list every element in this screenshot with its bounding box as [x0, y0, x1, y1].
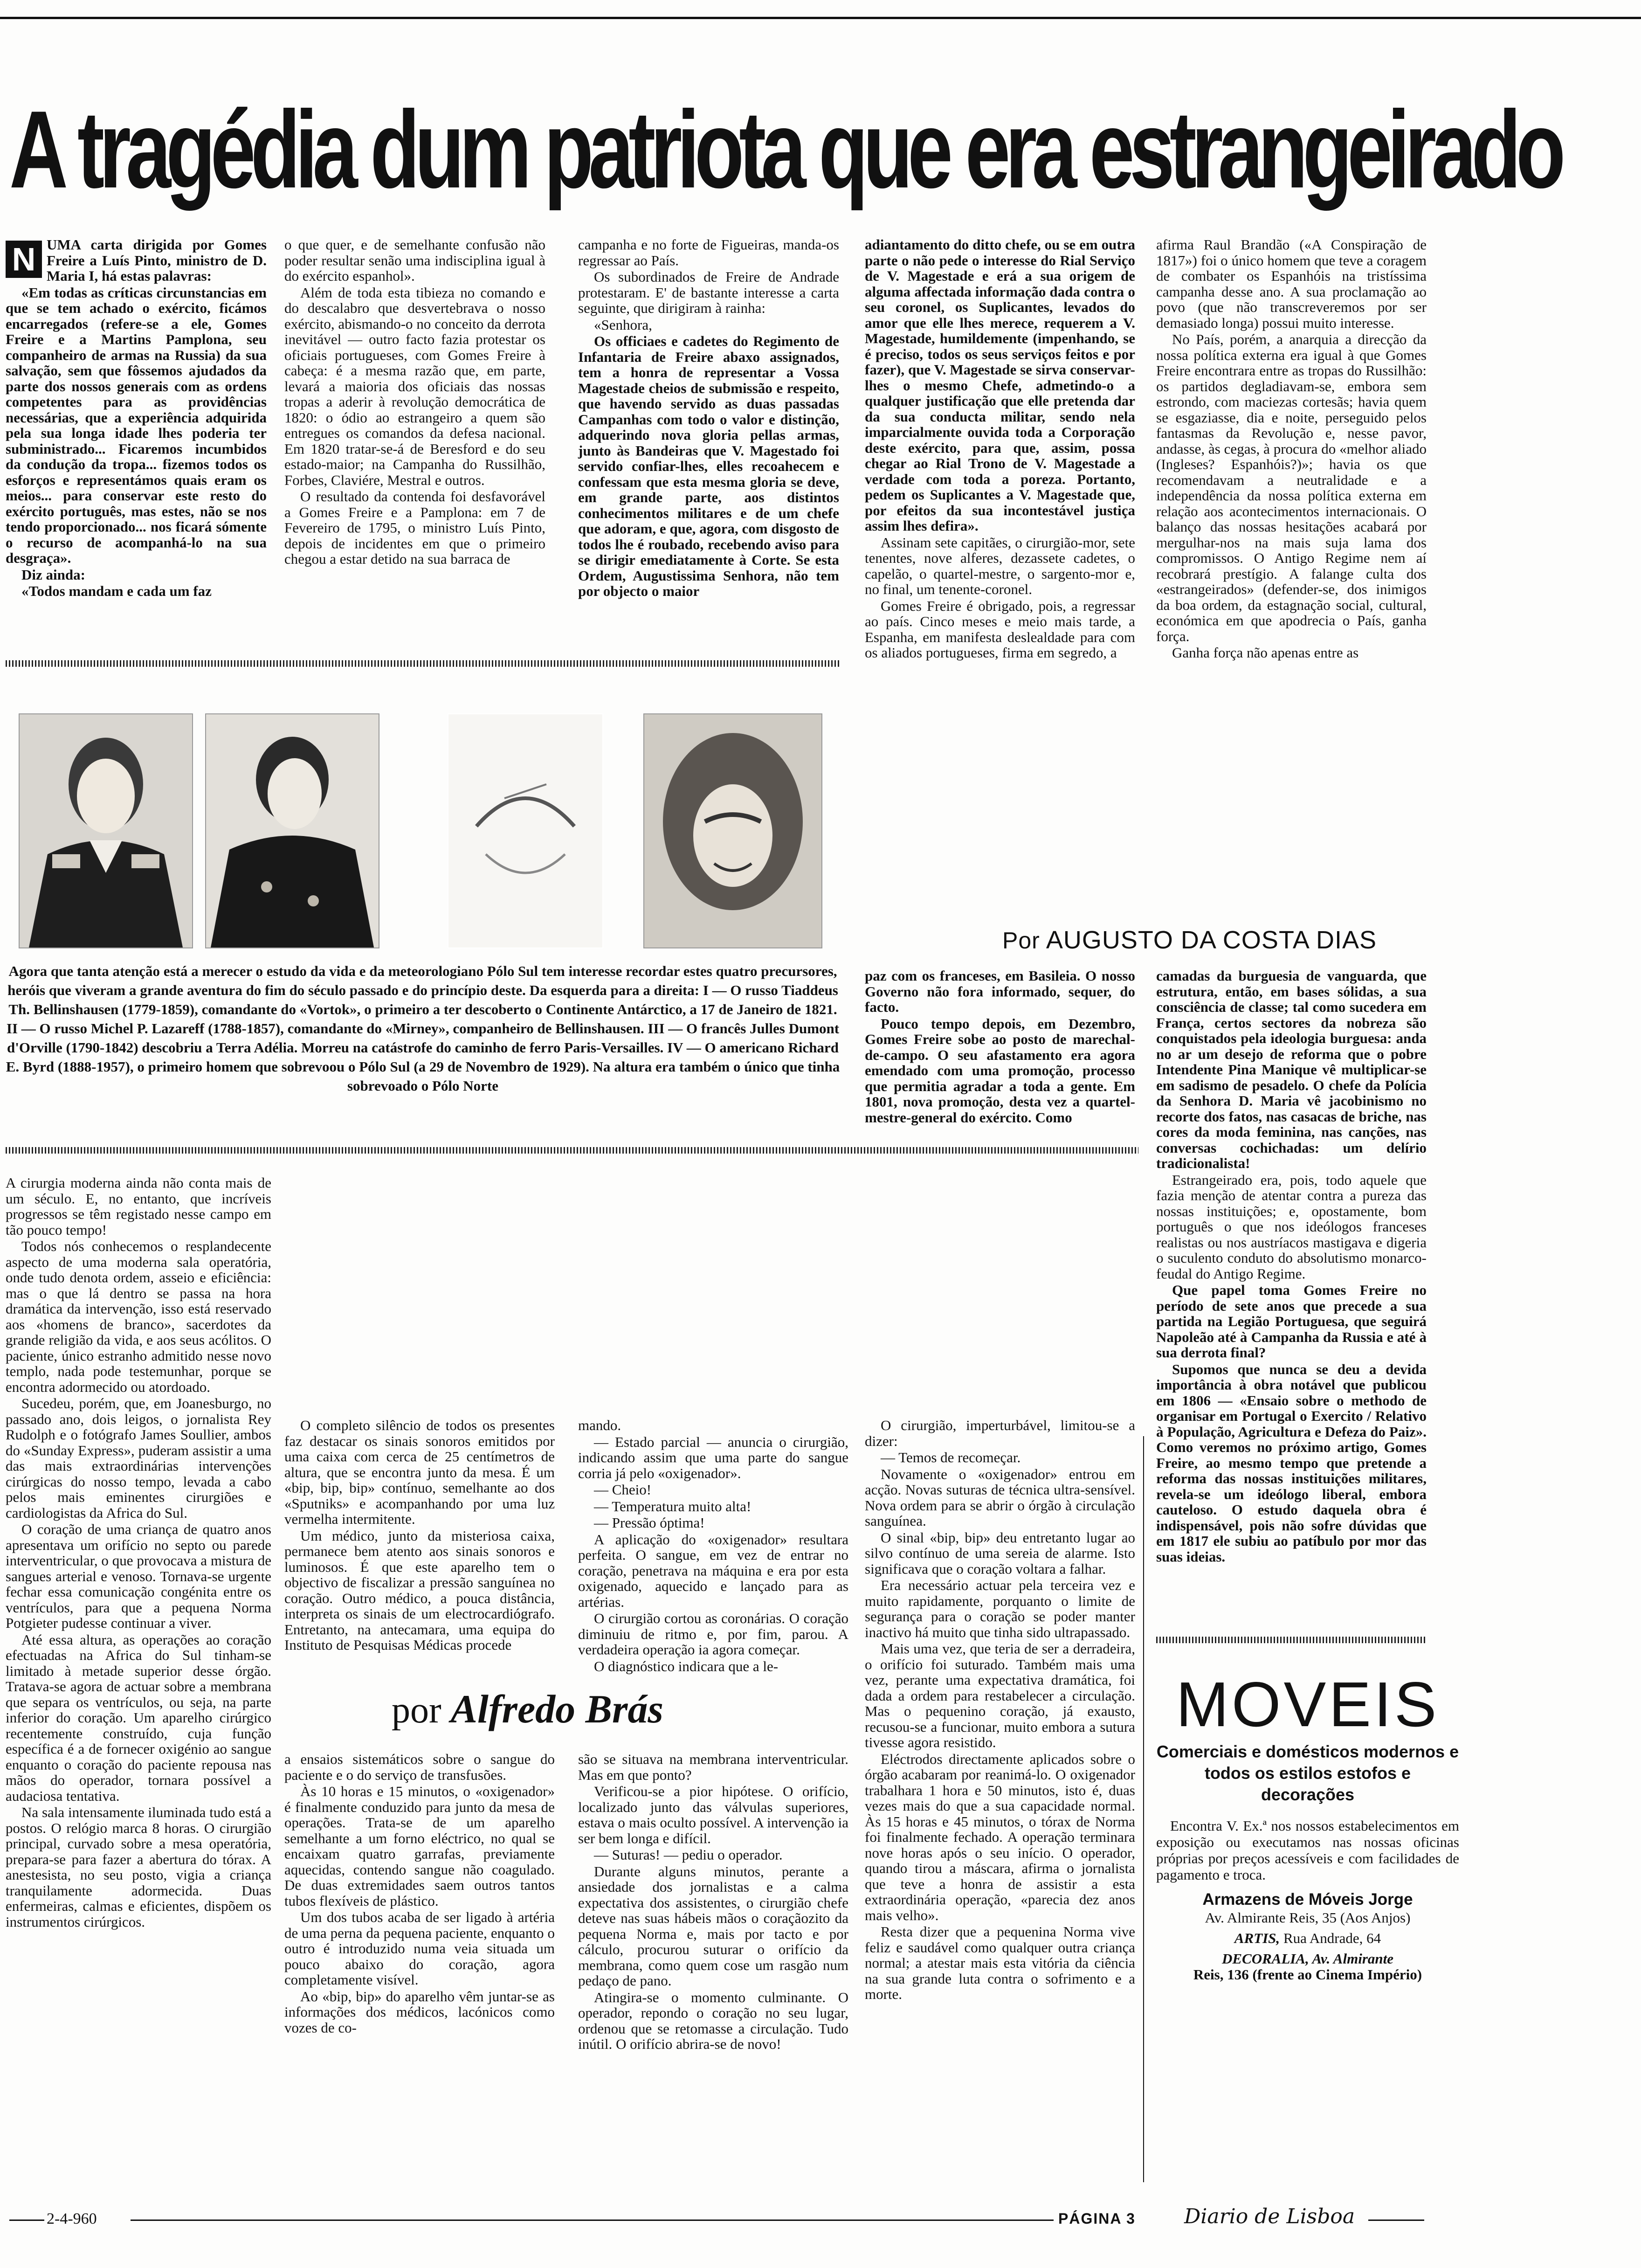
article2-col2b [284, 1751, 555, 2187]
paragraph: adiantamento do ditto chefe, ou se em outra parte o não pede o interesse do Rial Serviço de V. Magestade e erá a sua origem de alguma affectada informação dada contra o seu coronel, os Suplicantes, levados do amor que elle lhes merece, requerem a V. Magestade, humildemente (impenhando, se é preciso, todos os seus serviços feitos e por fazer), que V. Magestade se sirva conservar-lhes o mesmo Chefe, admetindo-o a qualquer justificação que elle pretenda dar da sua conducta militar, sendo nela imparcialmente ouvida toda a Corporação deste exército, para que, assim, possa chegar ao Rial Trono de V. Magestade a verdade com toda a poreza. Portanto, pedem os Suplicantes a V. Magestade que, por efeitos da sua incontestável justiça assim lhes defira». [865, 236, 1135, 534]
column-rule [1143, 1436, 1144, 2182]
article2-col2 [284, 1418, 555, 1669]
paragraph: Novamente o «oxigenador» entrou em acção. Novas suturas de técnica ultra-sensível. Nova ordem para se abrir o órgão à circulação sanguínea. [865, 1466, 1135, 1529]
paragraph: — Pressão óptima! [594, 1514, 705, 1531]
paragraph: «Todos mandam e cada um faz [21, 583, 212, 599]
paragraph: — Estado parcial — anuncia o cirurgião, indicando assim que uma parte do sangue corria já pelo «oxigenador». [578, 1433, 848, 1481]
photo-dumont-durville [448, 713, 603, 948]
paragraph: o que quer, e de semelhante confusão não poder resultar senão uma indisciplina igual à do exército espanhol». [284, 236, 545, 284]
paragraph: — Suturas! — pediu o operador. [594, 1846, 783, 1863]
byline-author: Alfredo Brás [450, 1687, 663, 1731]
article1-col1 [6, 237, 267, 657]
article1-col5 [1156, 237, 1427, 726]
separator-hatch [6, 660, 840, 667]
paragraph: Assinam sete capitães, o cirurgião-mor, sete tenentes, nove alferes, dezassete cadetes, o capelão, o quartel-mestre, o sargento-mor e, no final, um tenente-coronel. [865, 534, 1135, 597]
portrait-illustration [20, 714, 192, 947]
paragraph: a ensaios sistemáticos sobre o sangue do paciente e o do serviço de transfusões. [284, 1751, 555, 1783]
top-rule [0, 17, 1641, 19]
photo-bellinshausen [19, 713, 193, 948]
paragraph: campanha e no forte de Figueiras, manda-os regressar ao País. [578, 236, 839, 269]
ad-company: Armazens de Móveis Jorge [1202, 1890, 1413, 1908]
paragraph: Um médico, junto da misteriosa caixa, permanece bem atento aos sinais sonoros e luminosos. É que este aparelho tem o objectivo de fiscalizar a pressão sanguínea no coração. Outro médico, a pouca distância, interpreta os sinais de um electrocardiógrafo. Entretanto, na antecamara, uma equipa do Instituto de Pesquisas Médicas procede [284, 1527, 555, 1653]
portrait-illustration [448, 714, 602, 947]
article2-col3 [578, 1417, 848, 1674]
article2-col4 [865, 1418, 1135, 2187]
paragraph: Estrangeirado era, pois, todo aquele que fazia menção de atentar contra a pureza das nossas instituições; e, opostamente, bom português o que nos ideólogos franceses realistas ou nos austríacos mastigava e digeria o suculento conduto do absolutismo monarco-feudal do Antigo Regime. [1156, 1171, 1427, 1282]
paragraph: Pouco tempo depois, em Dezembro, Gomes Freire sobe ao posto de marechal-de-campo. O seu afastamento era agora emendado com uma promoção, processo que permitia agradar a toda a gente. Em 1801, nova promoção, desta vez a quartel-mestre-general do exército. Como [865, 1015, 1135, 1126]
byline-prefix: por [392, 1690, 441, 1731]
ad-address-name: ARTIS, [1234, 1930, 1280, 1946]
article1-col5b [1156, 968, 1427, 1625]
photo-lazareff [205, 713, 379, 948]
paragraph: Todos nós conhecemos o resplandecente aspecto de uma moderna sala operatória, onde tudo denota ordem, asseio e eficiência: mas o que lá dentro se passa na hora dramática da intervenção, isso está reservado aos «homens de branco», sacerdotes da grande religião da vida, e aos seus acólitos. O paciente, único estranho admitido nesse novo templo, nada pode testemunhar, porque se encontra adormecido ou atordoado. [6, 1238, 271, 1395]
advertisement-moveis [1156, 1669, 1459, 1983]
paragraph: Verificou-se a pior hipótese. O orifício, localizado junto das válvulas superiores, estava o mais oculto possível. A intervenção ia ser bem longa e difícil. [578, 1783, 848, 1846]
paragraph: «Senhora, [594, 316, 652, 333]
portrait-illustration [206, 714, 379, 947]
ad-subtitle: Comerciais e domésticos modernos e todos os estilos estofos e decorações [1156, 1742, 1459, 1804]
dropcap: N [6, 241, 42, 278]
article1-col45b [865, 968, 1135, 1164]
footer-newspaper-name: Diario de Lisboa [1184, 2205, 1355, 2228]
paragraph: Gomes Freire é obrigado, pois, a regressar ao país. Cinco meses e meio mais tarde, a Espanha, em manifesta deslealdade para com os aliados portugueses, firma em segredo, a [865, 597, 1135, 661]
article2-col1 [6, 1175, 271, 2187]
paragraph: Eléctrodos directamente aplicados sobre o órgão acabaram por reanimá-lo. O oxigenador trabalhara 1 hora e 50 minutos, isto é, duas vezes mais do que a sua capacidade normal. Às 15 horas e 45 minutos, o tórax de Norma foi finalmente fechado. A operação terminara nove horas após o seu início. O operador, quando tirou a máscara, afirma o jornalista que teve a honra de assistir a esta extraordinária operação, «parecia dez anos mais velho». [865, 1750, 1135, 1923]
paragraph: Às 10 horas e 15 minutos, o «oxigenador» é finalmente conduzido para junto da mesa de operações. Trata-se de um aparelho semelhante a um forno eléctrico, no qual se encaixam quatro garrafas, previamente aquecidas, contendo sangue não coagulado. De duas extremidades saem outros tantos tubos flexíveis de plástico. [284, 1783, 555, 1909]
paragraph: UMA carta dirigida por Gomes Freire a Luís Pinto, ministro de D. Maria I, há estas palavras: [47, 236, 267, 284]
paragraph: Era necessário actuar pela terceira vez e muito rapidamente, porquanto o limite de segurança para o coração se poder manter inactivo há muito que tinha sido ultrapassado. [865, 1577, 1135, 1640]
headline: A tragédia dum patriota que era estrangeirado [9, 88, 1561, 211]
paragraph: Atingira-se o momento culminante. O operador, repondo o coração no seu lugar, ordenou que se retomasse a circulação. Tudo inútil. O orifício abrira-se de novo! [578, 1989, 848, 2052]
photo-byrd [643, 713, 822, 948]
byline-author: AUGUSTO DA COSTA DIAS [1046, 926, 1377, 954]
footer-date: 2-4-960 [47, 2210, 97, 2227]
paragraph: são se situava na membrana interventricular. Mas em que ponto? [578, 1751, 848, 1783]
ad-address-decoralia: DECORALIA, Av. Almirante [1221, 1950, 1394, 1967]
paragraph: Um dos tubos acaba de ser ligado à artéria de uma perna da pequena paciente, enquanto o outro é introduzido numa veia situada um pouco abaixo do coração, agora completamente visível. [284, 1909, 555, 1988]
photo-caption: Agora que tanta atenção está a merecer o estudo da vida e da meteorologiano Pólo Sul tem interesse recordar estes quatro precursores, heróis que viveram a grande aventura do fim do século passado e do princípio deste. Da esquerda para a direita: I — O russo Tiaddeus Th. Bellinshausen (1779-1859), comandante do «Vortok», o primeiro a ter descoberto o Continente Antárctico, a 17 de Janeiro de 1821. II — O russo Michel P. Lazareff (1788-1857), comandante do «Mirney», companheiro de Bellinshausen. III — O francês Julles Dumont d'Orville (1790-1842) descobriu a Terra Adélia. Morreu na catástrofe do caminho de ferro Paris-Versailles. IV — O americano Richard E. Byrd (1888-1957), o primeiro homem que sobrevoou o Pólo Sul (a 29 de Novembro de 1929). Na altura era também o único que tinha sobrevoado o Pólo Norte [6, 963, 840, 1094]
paragraph: afirma Raul Brandão («A Conspiração de 1817») foi o único homem que teve a coragem de combater os Espanhóis na tristíssima campanha desse ano. A sua proclamação ao povo (que não transcreveremos por ser demasiado longa) possui muito interesse. [1156, 236, 1427, 331]
ad-body: Encontra V. Ex.ª nos nossos estabelecimentos em exposição ou executamos nas nossas oficinas próprias por preços acessíveis e com facilidades de pagamento e troca. [1156, 1818, 1459, 1883]
footer-rule [131, 2220, 1054, 2221]
paragraph: Ganha força não apenas entre as [1172, 644, 1359, 661]
paragraph: O cirurgião, imperturbável, limitou-se a dizer: [865, 1417, 1135, 1449]
paragraph: Que papel toma Gomes Freire no período de sete anos que precede a sua partida na Legião Portuguesa, que seguirá Napoleão até à Campanha da Russia e até à sua derrota final? [1156, 1282, 1427, 1361]
paragraph: O coração de uma criança de quatro anos apresentava um orifício no septo ou parede interventricular, o que provocava a mistura de sangues arterial e venoso. Tornava-se urgente fechar essa comunicação congénita entre os ventrículos, para que a pequena Norma Potgieter pudesse continuar a viver. [6, 1521, 271, 1631]
ad-title: MOVEIS [1176, 1669, 1440, 1740]
portrait-illustration [644, 714, 821, 947]
paragraph: Diz ainda: [21, 566, 85, 583]
article1-col2 [284, 237, 545, 657]
paragraph: — Temos de recomeçar. [881, 1449, 1021, 1466]
footer-page-number: PÁGINA 3 [1058, 2210, 1136, 2227]
paragraph: O diagnóstico indicara que a le- [594, 1658, 779, 1674]
ad-address-artis [1156, 1930, 1459, 1946]
footer-rule [9, 2220, 44, 2221]
article2-byline [392, 1688, 904, 1731]
paragraph: O resultado da contenda foi desfavorável a Gomes Freire e a Pamplona: em 7 de Fevereiro de 1795, o ministro Luís Pinto, depois de incidentes em que o primeiro chegou a estar detido na sua barraca de [284, 488, 545, 567]
article1-col4 [865, 237, 1135, 731]
paragraph: Os subordinados de Freire de Andrade protestaram. E' de bastante interesse a carta seguinte, que dirigiram à rainha: [578, 269, 839, 316]
ad-address-street: Rua Andrade, 64 [1283, 1930, 1381, 1946]
paragraph: paz com os franceses, em Basileia. O nosso Governo não fora informado, sequer, do facto. [865, 968, 1135, 1015]
paragraph: Ao «bip, bip» do aparelho vêm juntar-se as informações dos médicos, lacónicos como vozes de co- [284, 1988, 555, 2036]
separator-hatch [6, 1147, 1138, 1154]
paragraph: O completo silêncio de todos os presentes faz destacar os sinais sonoros emitidos por uma caixa com cerca de 25 centímetros de altura, que se encontra junto da mesa. É um «bip, bip, bip» contínuo, semelhante ao dos «Sputniks» e acompanhando por uma luz vermelha intermitente. [284, 1417, 555, 1527]
paragraph: Sucedeu, porém, que, em Joanesburgo, no passado ano, dois leigos, o jornalista Rey Rudolph e o fotógrafo James Soullier, ambos do «Sunday Express», puderam assistir a uma das mais extraordinárias intervenções cirúrgicas do nosso tempo, levada a cabo pelos mais eminentes cirurgiões e cardiologistas da Africa do Sul. [6, 1395, 271, 1521]
paragraph: A aplicação do «oxigenador» resultara perfeita. O sangue, em vez de entrar no coração, penetrava na máquina e era por esta oxigenado, aquecido e lançado para as artérias. [578, 1531, 848, 1610]
paragraph: Além de toda esta tibieza no comando e do descalabro que desvertebrava o nosso exército, abismando-o no conceito da derrota inevitável — outro facto fazia protestar os oficiais portugueses, com Gomes Freire à cabeça: é a mesma razão que, em parte, levará a maioria dos oficiais das nossas tropas a aderir à revolução democrática de 1820: o ódio ao estrangeiro a quem são entregues os comandos da defesa nacional. Em 1820 tratar-se-á de Beresford e do seu estado-maior; na Campanha do Russilhão, Forbes, Claviére, Mestral e outros. [284, 284, 545, 488]
ad-address-street: Reis, 136 (frente ao Cinema Império) [1193, 1966, 1422, 1983]
ad-address: Av. Almirante Reis, 35 (Aos Anjos) [1205, 1909, 1411, 1926]
paragraph: O sinal «bip, bip» deu entretanto lugar ao silvo contínuo de uma sereia de alarme. Isto significava que o coração voltara a falhar. [865, 1529, 1135, 1577]
paragraph: Durante alguns minutos, perante a ansiedade dos jornalistas e a calma expectativa dos assistentes, o cirurgião chefe deteve nas suas hábeis mãos o coraçãozito da pequena Norma e, mais por tacto e por cálculo, procurou suturar o orifício da membrana, como quem cose um rasgão num pedaço de pano. [578, 1863, 848, 1989]
paragraph: Os officiaes e cadetes do Regimento de Infantaria de Freire abaxo assignados, tem a honra de representar a Vossa Magestade cheios de submissão e respeito, que havendo servido as duas passadas Campanhas com todo o valor e distinção, adquerindo nova gloria pellas armas, junto às Bandeiras que V. Magestado foi servido confiar-lhes, elles recoahecem e confessam que esta mesma gloria se deve, em grande parte, aos distintos conhecimentos militares e de um chefe que adoram, e que, agora, com disgosto de todos lhe é roubado, recebendo aviso para se dirigir emediatamente à Corte. Se esta Ordem, Augustissima Senhora, não tem por objecto o maior [578, 333, 839, 599]
article1-col3 [578, 237, 839, 657]
paragraph: — Temperatura muito alta! [594, 1498, 752, 1514]
paragraph: Mais uma vez, que teria de ser a derradeira, o orifício foi suturado. Também mais uma vez, perante uma expectativa dramática, foi dada a ordem para restabelecer a circulação. Mas o pequenino coração, já exausto, recusou-se a funcionar, muito embora a sutura tivesse agora resistido. [865, 1640, 1135, 1750]
paragraph: Até essa altura, as operações ao coração efectuadas na Africa do Sul tinham-se limitado à metade superior desse órgão. Tratava-se agora de actuar sobre a membrana que separa os ventrículos, ou seja, na parte inferior do coração. Um aparelho cirúrgico recentemente construído, cuja função específica é a de fornecer oxigénio ao sangue enquanto o coração do paciente repousa nas mãos do operador, tornara possível a audaciosa tentativa. [6, 1631, 271, 1804]
paragraph: — Cheio! [594, 1481, 652, 1498]
paragraph: A cirurgia moderna ainda não conta mais de um século. E, no entanto, que incríveis progressos se têm registado nesse campo em tão pouco tempo! [6, 1175, 271, 1238]
article2-col3b [578, 1751, 848, 2187]
paragraph: Supomos que nunca se deu a devida importância à obra notável que publicou em 1806 — «Ensaio sobre o methodo de organisar em Portugal o Exercito / Relativo à População, Agricultura e Defeza do Paiz». Como veremos no próximo artigo, Gomes Freire, ao mesmo tempo que pretende a reforma das nossas instituições militares, revela-se um ideólogo liberal, embora cauteloso. O estudo daquela obra é indispensável, pois não sofre dúvidas que em 1817 ele subiu ao patíbulo por mor das suas ideias. [1156, 1361, 1427, 1565]
article1-byline [1002, 926, 1445, 954]
paragraph: O cirurgião cortou as coronárias. O coração diminuiu de ritmo e, por fim, parou. A verdadeira operação ia agora começar. [578, 1610, 848, 1658]
separator-hatch [1156, 1637, 1427, 1643]
paragraph: «Em todas as críticas circunstancias em que se tem achado o exército, ficámos encarregados (refere-se a ele, Gomes Freire e a Martins Pamplona, seu companheiro de armas na Russia) da sua salvação, sem que fôssemos ajudados da parte dos nossos generais com as ordens competentes para as providências necessárias, que a experiência adquirida pela sua longa idade lhes poderia ter subministrado... Ficaremos incumbidos da condução da tropa... fizemos todos os esforços e representámos quais eram os meios... para conservar este resto do exército português, mas estes, não se nos tendo proporcionado... nos ficará sómente o recurso de acompanhá-lo na sua desgraça». [6, 284, 267, 566]
paragraph: Resta dizer que a pequenina Norma vive feliz e saudável como qualquer outra criança normal; a atestar mais esta vitória da ciência na sua grande luta contra o sofrimento e a morte. [865, 1923, 1135, 2002]
byline-prefix: Por [1002, 927, 1040, 954]
paragraph: mando. [578, 1417, 621, 1433]
paragraph: camadas da burguesia de vanguarda, que estrutura, então, em bases sólidas, a sua consciência de classe; tal como sucedera em França, certos sectores da nobreza são conquistados pela ideologia burguesa: anda no ar um desejo de reforma que o pobre Intendente Pina Manique vê multiplicar-se em sadismo de pesadelo. O chefe da Polícia da Senhora D. Maria vê jacobinismo no recorte dos fatos, nas casacas de briche, nas cores da moda feminina, nas canções, nas conversas cochichadas: um delírio tradicionalista! [1156, 968, 1427, 1171]
footer-rule [1368, 2220, 1424, 2221]
paragraph: Na sala intensamente iluminada tudo está a postos. O relógio marca 8 horas. O cirurgião principal, curvado sobre a mesa operatória, prepara-se para fazer a abertura do tórax. A anestesista, no seu posto, vigia a criança tranquilamente adormecida. Duas enfermeiras, calmas e eficientes, dispõem os instrumentos cirúrgicos. [6, 1804, 271, 1930]
paragraph: No País, porém, a anarquia a direcção da nossa política externa era igual à que Gomes Freire encontrara entre as tropas do Russilhão: os partidos degladiavam-se, embora sem estrondo, com maciezas cortesãs; havia quem se esgaziasse, dia e noite, perseguido pelos fantasmas da Revolução e, nesse pavor, andasse, às cegas, à procura do «melhor aliado (Ingleses? Espanhóis?)»; havia os que recomendavam a neutralidade e a independência da nossa política externa em relação aos acontecimentos internacionais. O balanço das nossas hesitações acabará por mergulhar-nos na mais suja lama dos compromissos. O Antigo Regime nem aí recobrará prestígio. A falange culta dos «estrangeirados» (defender-se, dos inimigos da boa ordem, da estagnação social, cultural, económica em que apodrecia o País, ganha força. [1156, 331, 1427, 644]
